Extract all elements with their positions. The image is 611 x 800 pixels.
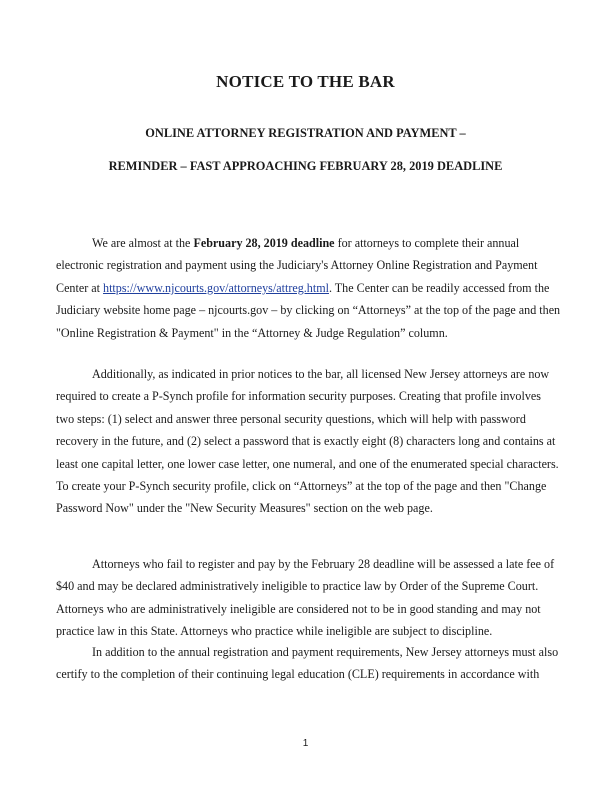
paragraph-line: electronic registration and payment using the Judiciary's Attorney Online Registration and Payment bbox=[56, 258, 538, 273]
paragraph-line: $40 and may be declared administratively ineligible to practice law by Order of the Supreme Court. bbox=[56, 579, 539, 594]
paragraph-line: recovery in the future, and (2) select a password that is exactly eight (8) characters long and contains at bbox=[56, 434, 556, 449]
paragraph-line bbox=[56, 277, 561, 299]
paragraph-line: Additionally, as indicated in prior notices to the bar, all licensed New Jersey attorneys are now bbox=[92, 367, 550, 381]
text-run: Center at bbox=[56, 280, 104, 295]
text-run: . The Center can be readily accessed from the bbox=[328, 280, 550, 295]
paragraph-deadline bbox=[56, 232, 561, 344]
paragraph-line: Attorneys who are administratively ineligible are considered not to be in good standing and may not bbox=[56, 601, 541, 616]
paragraph-line: To create your P-Synch security profile, click on “Attorneys” at the top of the page and then "Change bbox=[56, 479, 547, 494]
page-number: 1 bbox=[302, 738, 309, 749]
paragraph-line: certify to the completion of their continuing legal education (CLE) requirements in accordance with bbox=[56, 667, 540, 682]
paragraph-line: Judiciary website home page – njcourts.gov – by clicking on “Attorneys” at the top of the page and then bbox=[56, 303, 561, 318]
paragraph-line: two steps: (1) select and answer three personal security questions, which will help with password bbox=[56, 411, 526, 426]
paragraph-line: required to create a P-Synch profile for information security purposes. Creating that profile involves bbox=[56, 389, 541, 404]
deadline-date: February 28, 2019 deadline bbox=[193, 236, 335, 250]
paragraph-line: Password Now" under the "New Security Measures" section on the web page. bbox=[56, 501, 433, 516]
paragraph-psynch bbox=[56, 363, 561, 520]
text-run: We are almost at the bbox=[92, 236, 194, 250]
paragraph-line: least one capital letter, one lower case letter, one numeral, and one of the enumerated special characters. bbox=[56, 456, 559, 471]
paragraph-line: In addition to the annual registration and payment requirements, New Jersey attorneys must also bbox=[92, 645, 559, 659]
subtitle-line-1: ONLINE ATTORNEY REGISTRATION AND PAYMENT – bbox=[145, 126, 466, 140]
notice-title: NOTICE TO THE BAR bbox=[216, 72, 395, 91]
paragraph-line bbox=[56, 232, 561, 254]
text-run: for attorneys to complete their annual bbox=[334, 236, 520, 250]
registration-link[interactable]: https://www.njcourts.gov/attorneys/attreg.html bbox=[103, 280, 329, 295]
paragraph-line: "Online Registration & Payment" in the “Attorney & Judge Regulation” column. bbox=[56, 325, 448, 340]
paragraph-cle bbox=[56, 641, 561, 686]
paragraph-late-fee bbox=[56, 553, 561, 643]
paragraph-line: Attorneys who fail to register and pay by the February 28 deadline will be assessed a late fee of bbox=[92, 557, 555, 571]
paragraph-line: practice law in this State. Attorneys who practice while ineligible are subject to discipline. bbox=[56, 624, 493, 639]
subtitle-line-2: REMINDER – FAST APPROACHING FEBRUARY 28, 2019 DEADLINE bbox=[108, 159, 503, 173]
